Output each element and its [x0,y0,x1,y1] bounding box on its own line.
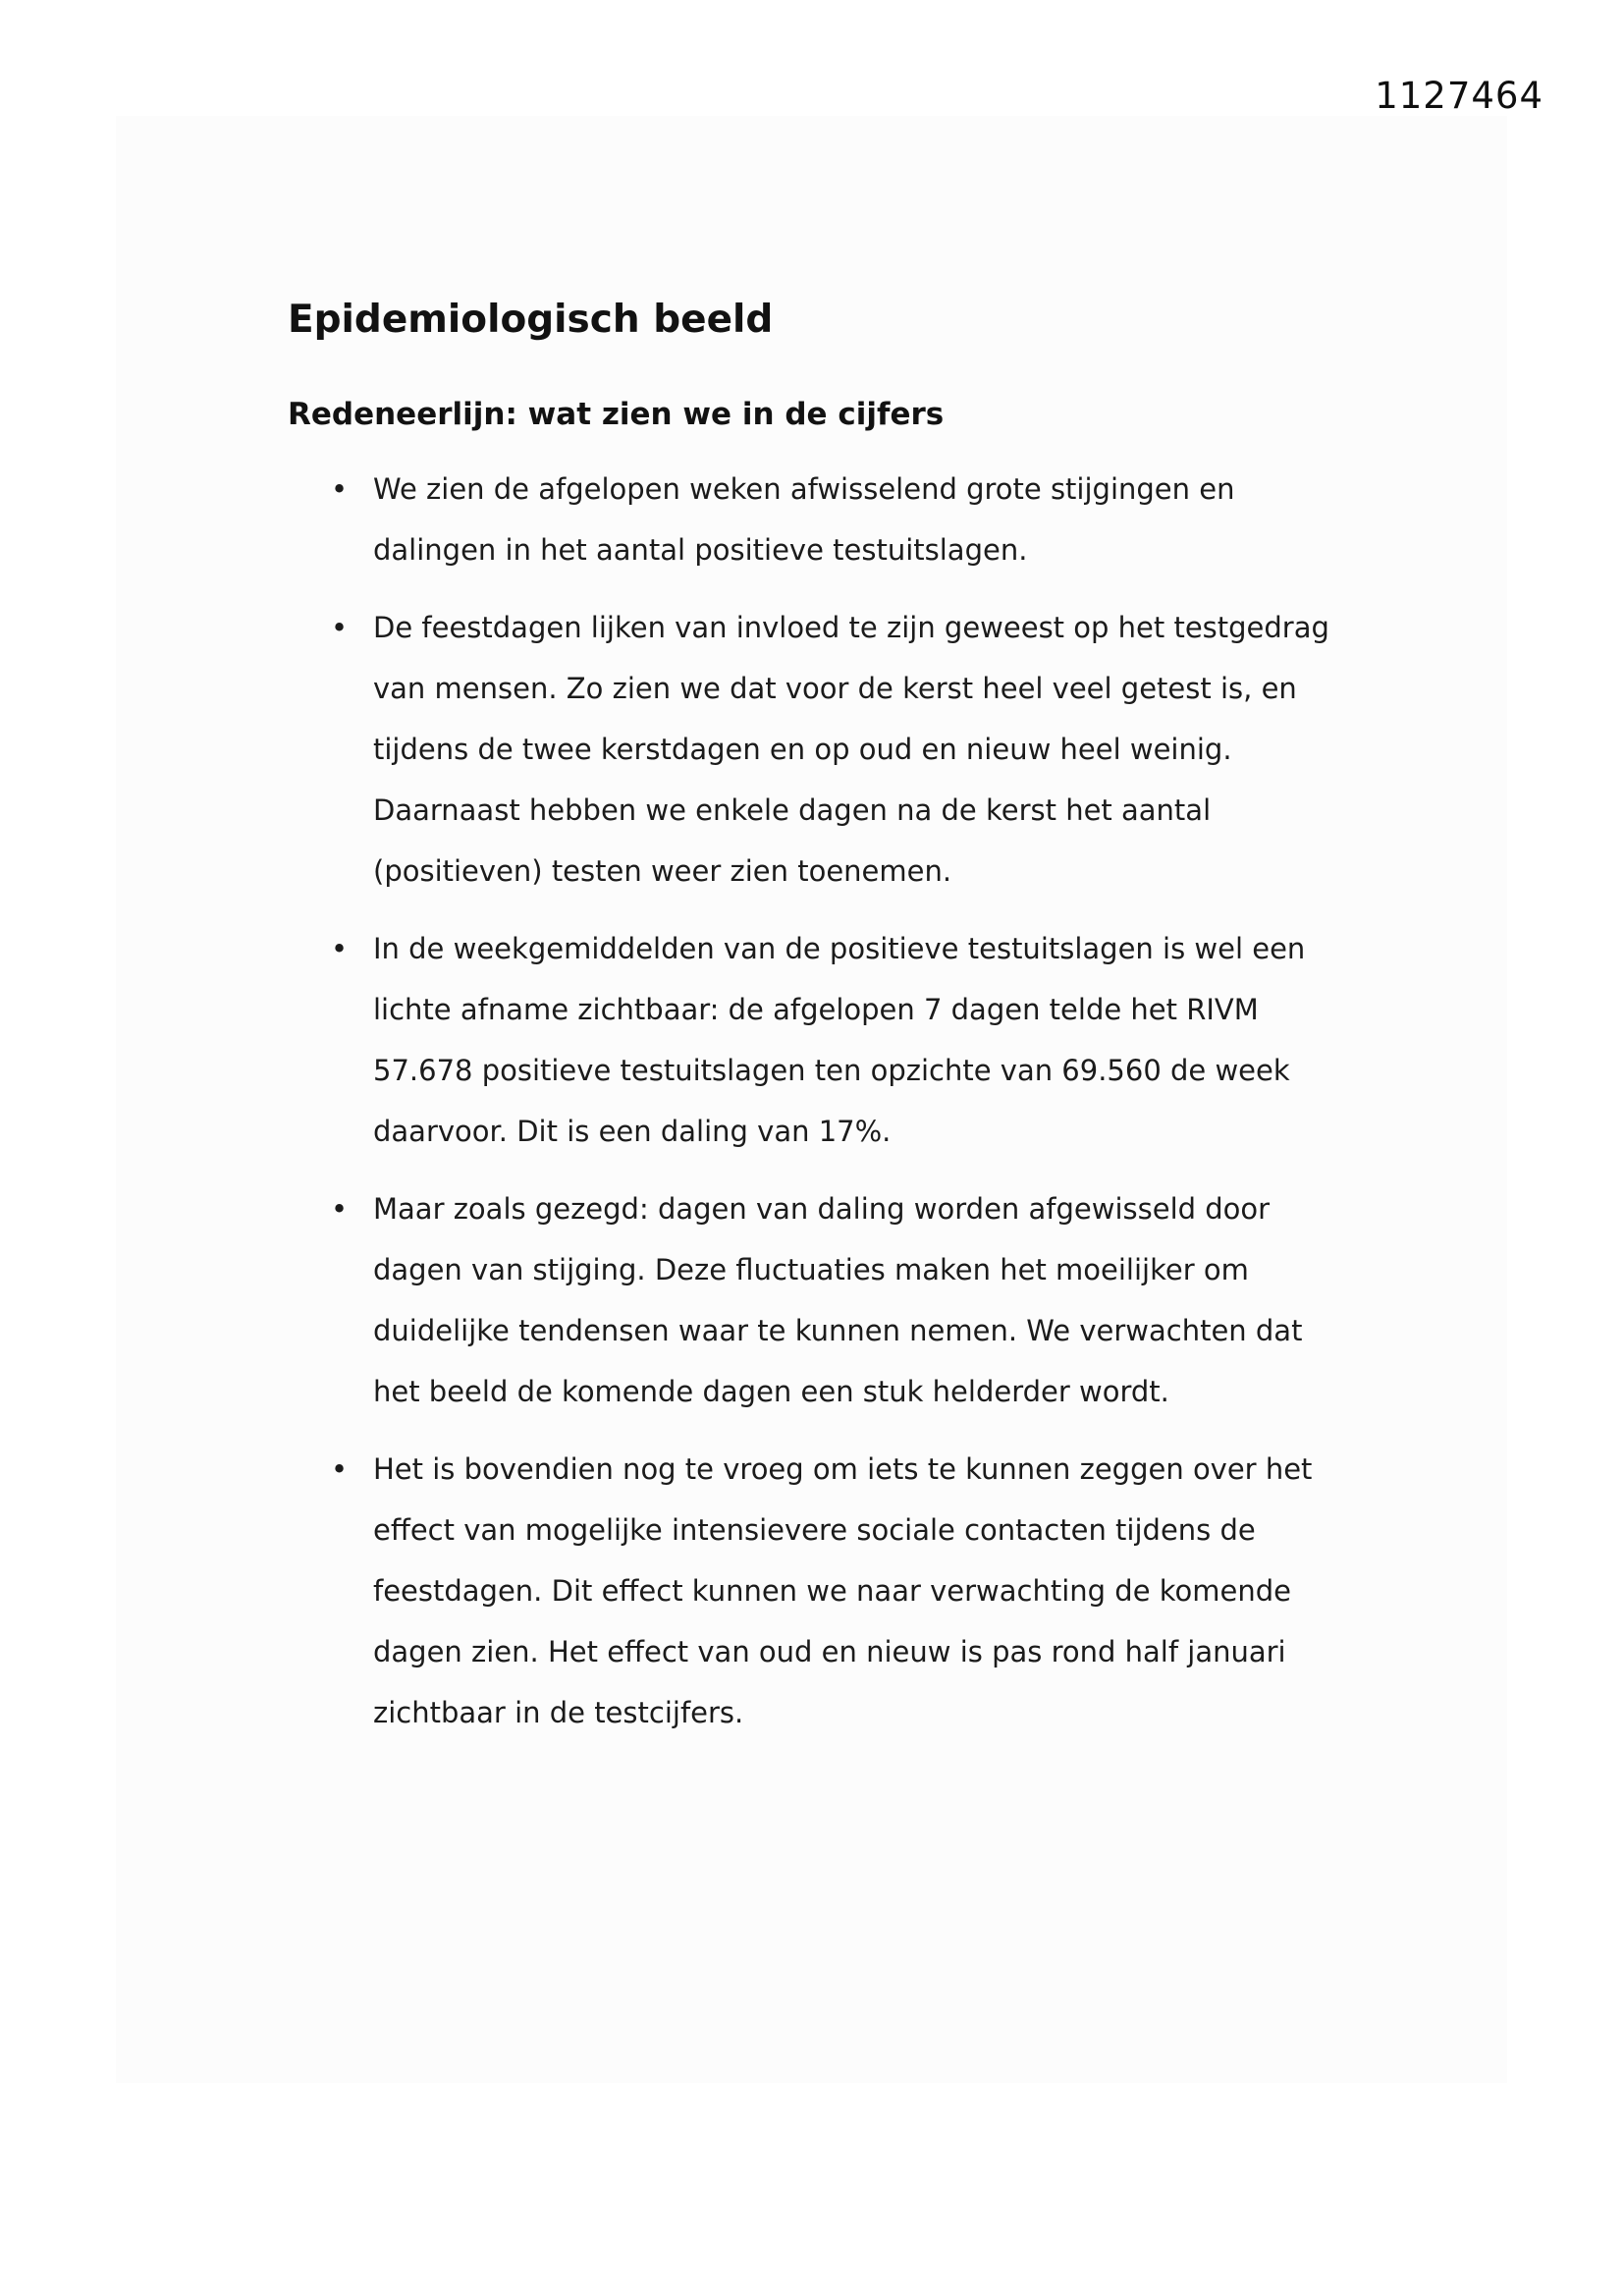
page-title: Epidemiologisch beeld [288,298,774,342]
bullet-list [288,459,1353,1743]
bullet-item: • We zien de afgelopen weken afwisselend grote stijgingen en dalingen in het aantal positieve testuitslagen. [288,459,1353,580]
bullet-item: • De feestdagen lijken van invloed te zijn geweest op het testgedrag van mensen. Zo zien we dat voor de kerst heel veel getest is, en tijdens de twee kerstdagen en op oud en nieuw heel weinig. Daarnaast hebben we enkele dagen na de kerst het aantal (positieven) testen weer zien toenemen. [288,597,1353,902]
document-body [288,298,1353,1760]
bullet-item: • Het is bovendien nog te vroeg om iets te kunnen zeggen over het effect van mogelijke intensievere sociale contacten tijdens de feestdagen. Dit effect kunnen we naar verwachting de komende dagen zien. Het effect van oud en nieuw is pas rond half januari zichtbaar in de testcijfers. [288,1439,1353,1743]
bullet-item: • Maar zoals gezegd: dagen van daling worden afgewisseld door dagen van stijging. Deze fluctuaties maken het moeilijker om duidelijke tendensen waar te kunnen nemen. We verwachten dat het beeld de komende dagen een stuk helderder wordt. [288,1178,1353,1422]
section-subtitle: Redeneerlijn: wat zien we in de cijfers [288,397,945,432]
page-number: 1127464 [1375,75,1543,117]
bullet-item: • In de weekgemiddelden van de positieve testuitslagen is wel een lichte afname zichtbaar: de afgelopen 7 dagen telde het RIVM 57.678 positieve testuitslagen ten opzichte van 69.560 de week daarvoor. Dit is een daling van 17%. [288,918,1353,1162]
